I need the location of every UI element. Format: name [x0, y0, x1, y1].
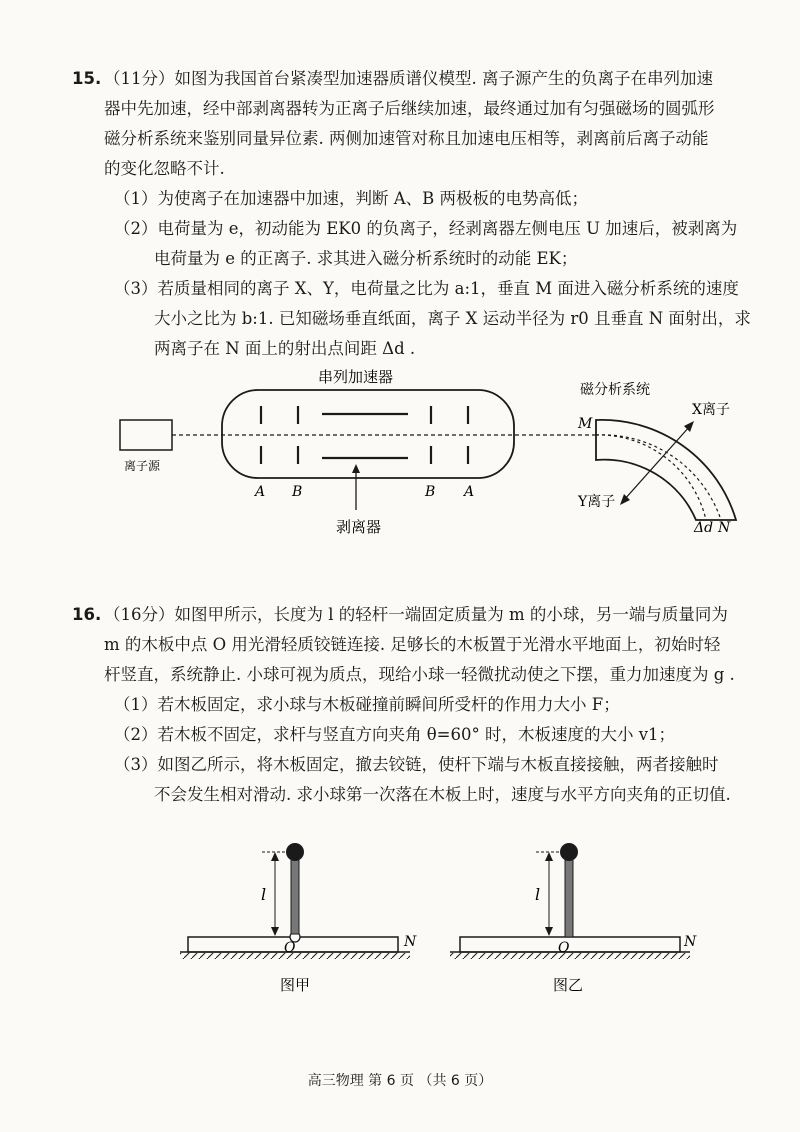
stripper-arrow-head	[352, 464, 360, 473]
field-direction-line	[624, 426, 690, 500]
q16-stem-line-2: m 的木板中点 O 用光滑轻质铰链连接. 足够长的木板置于光滑水平地面上，初始时轻	[104, 635, 721, 654]
delta-d-label: Δd	[694, 520, 714, 536]
y-ion-label: Y离子	[578, 494, 616, 510]
q16-part-3-line-1: （3）如图乙所示，将木板固定，撤去铰链，使杆下端与木板直接接触，两者接触时	[114, 755, 719, 774]
ground-hatch-yi	[450, 953, 690, 959]
n-label-jia: N	[404, 934, 417, 950]
ball-yi	[560, 843, 578, 861]
ion-source-box	[120, 420, 172, 450]
q15-part-3-line-1: （3）若质量相同的离子 X、Y，电荷量之比为 a:1，垂直 M 面进入磁分析系统的速度	[114, 279, 739, 298]
plate-label-b-left: B	[292, 484, 303, 500]
rod-yi	[565, 854, 573, 937]
dim-arrow-top-yi	[545, 852, 553, 861]
q15-part-2-line-1: （2）电荷量为 e，初动能为 EK0 的负离子，经剥离器左侧电压 U 加速后，被剥离为	[114, 219, 738, 238]
o-label-yi: O	[558, 940, 570, 956]
n-face-label: N	[718, 520, 731, 536]
q16-part-3	[104, 750, 764, 810]
rod-ball-figures	[0, 830, 800, 1010]
plate-label-a-right: A	[464, 484, 475, 500]
o-label-jia: O	[284, 940, 296, 956]
ion-source-label: 离子源	[124, 459, 161, 473]
ball-jia	[286, 843, 304, 861]
q15-part-1-line-1: （1）为使离子在加速器中加速，判断 A、B 两极板的电势高低；	[114, 189, 589, 208]
q16-stem-line-1: （16分）如图甲所示，长度为 l 的轻杆一端固定质量为 m 的小球，另一端与质量同为	[104, 605, 728, 624]
figure-jia	[180, 843, 417, 994]
q15-stem-line-2: 器中先加速，经中部剥离器转为正离子后继续加速，最终通过加有匀强磁场的圆弧形	[104, 99, 715, 118]
dim-arrow-bottom-jia	[271, 927, 279, 936]
rod-jia	[291, 854, 299, 934]
q15-part-3-line-3: 两离子在 N 面上的射出点间距 Δd .	[154, 339, 416, 358]
question-16	[72, 600, 764, 810]
q15-stem-line-1: （11分）如图为我国首台紧凑型加速器质谱仪模型. 离子源产生的负离子在串列加速	[104, 69, 713, 88]
page-footer: 高三物理 第 6 页 （共 6 页）	[307, 1073, 493, 1089]
plate-label-b-right: B	[425, 484, 436, 500]
question-16-number: 16.	[72, 605, 102, 624]
question-15	[72, 64, 764, 364]
q15-stem-line-3: 磁分析系统来鉴别同量异位素. 两侧加速管对称且加速电压相等，剥离前后离子动能	[104, 129, 709, 148]
q16-part-1	[104, 690, 764, 720]
board-yi	[460, 937, 680, 952]
m-face-label: M	[578, 416, 593, 432]
accelerator-figure	[0, 360, 800, 560]
q16-stem-line-3: 杆竖直，系统静止. 小球可视为质点，现给小球一轻微扰动使之下摆，重力加速度为 g .	[104, 665, 735, 684]
q15-stem-line-4: 的变化忽略不计.	[104, 159, 225, 178]
caption-yi: 图乙	[553, 976, 584, 994]
q15-part-3-line-2: 大小之比为 b:1. 已知磁场垂直纸面，离子 X 运动半径为 r0 且垂直 N 面射出，求	[154, 309, 751, 328]
l-label-jia: l	[261, 885, 267, 904]
q16-part-3-line-2: 不会发生相对滑动. 求小球第一次落在木板上时，速度与水平方向夹角的正切值.	[154, 785, 731, 804]
l-label-yi: l	[535, 885, 541, 904]
dim-arrow-top-jia	[271, 852, 279, 861]
dim-arrow-bottom-yi	[545, 927, 553, 936]
q15-part-1	[104, 184, 764, 214]
stripper-label: 剥离器	[336, 518, 382, 536]
caption-jia: 图甲	[280, 976, 311, 994]
question-15-number: 15.	[72, 69, 102, 88]
figure-yi	[450, 843, 697, 994]
q15-part-2	[104, 214, 764, 274]
n-label-yi: N	[684, 934, 697, 950]
plate-label-a-left: A	[255, 484, 266, 500]
q16-part-1-line-1: （1）若木板固定，求小球与木板碰撞前瞬间所受杆的作用力大小 F；	[114, 695, 620, 714]
analyzer-label: 磁分析系统	[580, 382, 650, 398]
accelerator-label: 串列加速器	[318, 368, 394, 386]
q16-part-2	[104, 720, 764, 750]
q15-part-2-line-2: 电荷量为 e 的正离子. 求其进入磁分析系统时的动能 EK；	[154, 249, 578, 268]
accelerator-tube	[222, 390, 514, 478]
q16-part-2-line-1: （2）若木板不固定，求杆与竖直方向夹角 θ=60° 时，木板速度的大小 v1；	[114, 725, 676, 744]
q15-part-3	[104, 274, 764, 364]
x-ion-label: X离子	[692, 402, 730, 418]
